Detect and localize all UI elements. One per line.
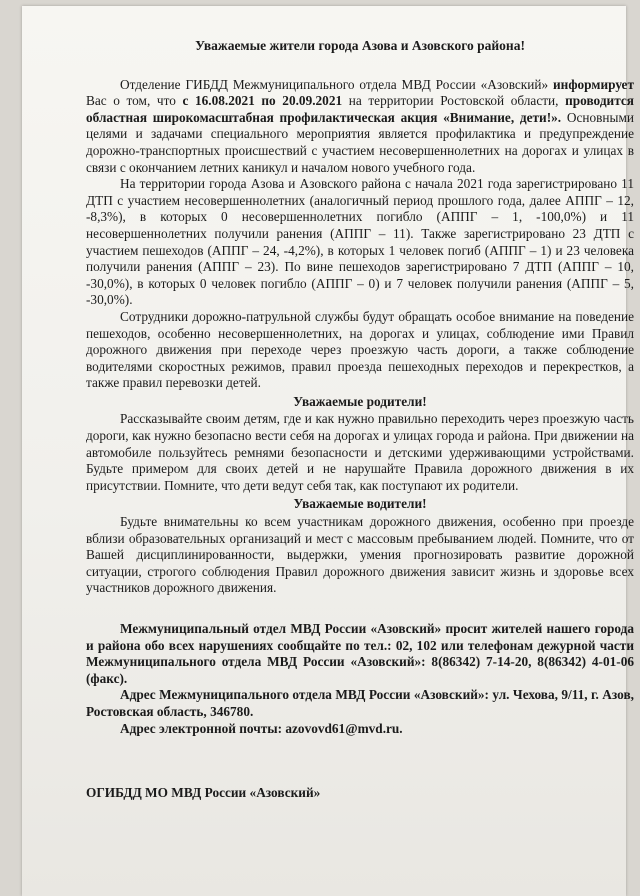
signature: ОГИБДД МО МВД России «Азовский» (86, 785, 321, 801)
parents-heading: Уважаемые родители! (293, 393, 427, 409)
intro-paragraph (86, 77, 634, 177)
parents-paragraph: Рассказывайте своим детям, где и как нужно правильно переходить через проезжую часть дороги, как нужно безопасно вести себя на дорогах и улицах города и района. При движении на автомобиле пользуйтесь ремнями безопасности и детскими удерживающими устройствами. Будьте примером для своих детей и не нарушайте Правила дорожного движения в их присутствии. Помните, что дети ведут себя так, как поступают их родители. (86, 411, 634, 493)
intro-text-g: Основными целями и задачами специального мероприятия является профилактика и предупреждение дорожно-транспортных происшествий с участием несовершеннолетних на дорогах и улицах в связи с окончанием летних каникул и началом нового учебного года. (86, 109, 634, 175)
drivers-heading: Уважаемые водители! (293, 496, 427, 512)
intro-dates: с 16.08.2021 по 20.09.2021 (182, 93, 343, 109)
intro-text-e: на территории Ростовской области, (342, 93, 566, 109)
intro-action-name: проводится областная широкомасштабная профилактическая акция «Внимание, дети!». (86, 93, 634, 125)
intro-text-c: Вас о том, что (86, 93, 183, 109)
intro-informs: информирует (553, 76, 634, 92)
statistics-paragraph: На территории города Азова и Азовского района с начала 2021 года зарегистрировано 11 ДТП с участием несовершеннолетних (аналогичный период прошлого года, далее АППГ – 12, -8,3%), в которых 0 несовершеннолетних погибло (АППГ – 1, -100,0%) и 11 несовершеннолетних получили ранения (АППГ – 11). Также зарегистрировано 23 ДТП с участием пешеходов (АППГ – 24, -4,2%), в которых 1 человек погиб (АППГ – 1) и 23 человека получили ранения (АППГ – 23). По вине пешеходов зарегистрировано 7 ДТП (АППГ – 10, -30,0%), в которых 0 человек погибло (АППГ – 0) и 7 человек получили ранения (АППГ – 5, -30,0%). (86, 176, 634, 308)
office-address: Адрес Межмуниципального отдела МВД России «Азовский»: ул. Чехова, 9/11, г. Азов, Ростовская область, 346780. (86, 687, 634, 719)
document-body (86, 38, 634, 802)
contact-request: Межмуниципальный отдел МВД России «Азовский» просит жителей нашего города и района обо всех нарушениях сообщайте по тел.: 02, 102 или телефонам дежурной части Межмуниципального отдела МВД России «Азовский»: 8(86342) 7-14-20, 8(86342) 4-01-06 (факс). (86, 621, 634, 686)
document-title: Уважаемые жители города Азова и Азовского района! (195, 38, 525, 53)
document-page (22, 6, 634, 896)
patrol-paragraph: Сотрудники дорожно-патрульной службы будут обращать особое внимание на поведение пешеходов, особенно несовершеннолетних, на дорогах и улицах, соблюдение ими Правил дорожного движения при переходе через проезжую часть дороги, а также соблюдение водителями скоростных режимов, правил проезда пешеходных переходов и перекрестков, а также правил перевозки детей. (86, 308, 634, 391)
drivers-paragraph: Будьте внимательны ко всем участникам дорожного движения, особенно при проезде вблизи образовательных организаций и мест с массовым пребыванием людей. Помните, что от Вашей дисциплинированности, выдержки, умения прогнозировать развитие дорожной ситуации, строгого соблюдения Правил дорожного движения зависит жизнь и здоровье всех участников дорожного движения. (86, 514, 634, 596)
email-address: Адрес электронной почты: azovovd61@mvd.ru. (120, 720, 403, 736)
contacts-block (86, 621, 634, 737)
intro-text-a: Отделение ГИБДД Межмуниципального отдела МВД России «Азовский» (120, 76, 554, 92)
